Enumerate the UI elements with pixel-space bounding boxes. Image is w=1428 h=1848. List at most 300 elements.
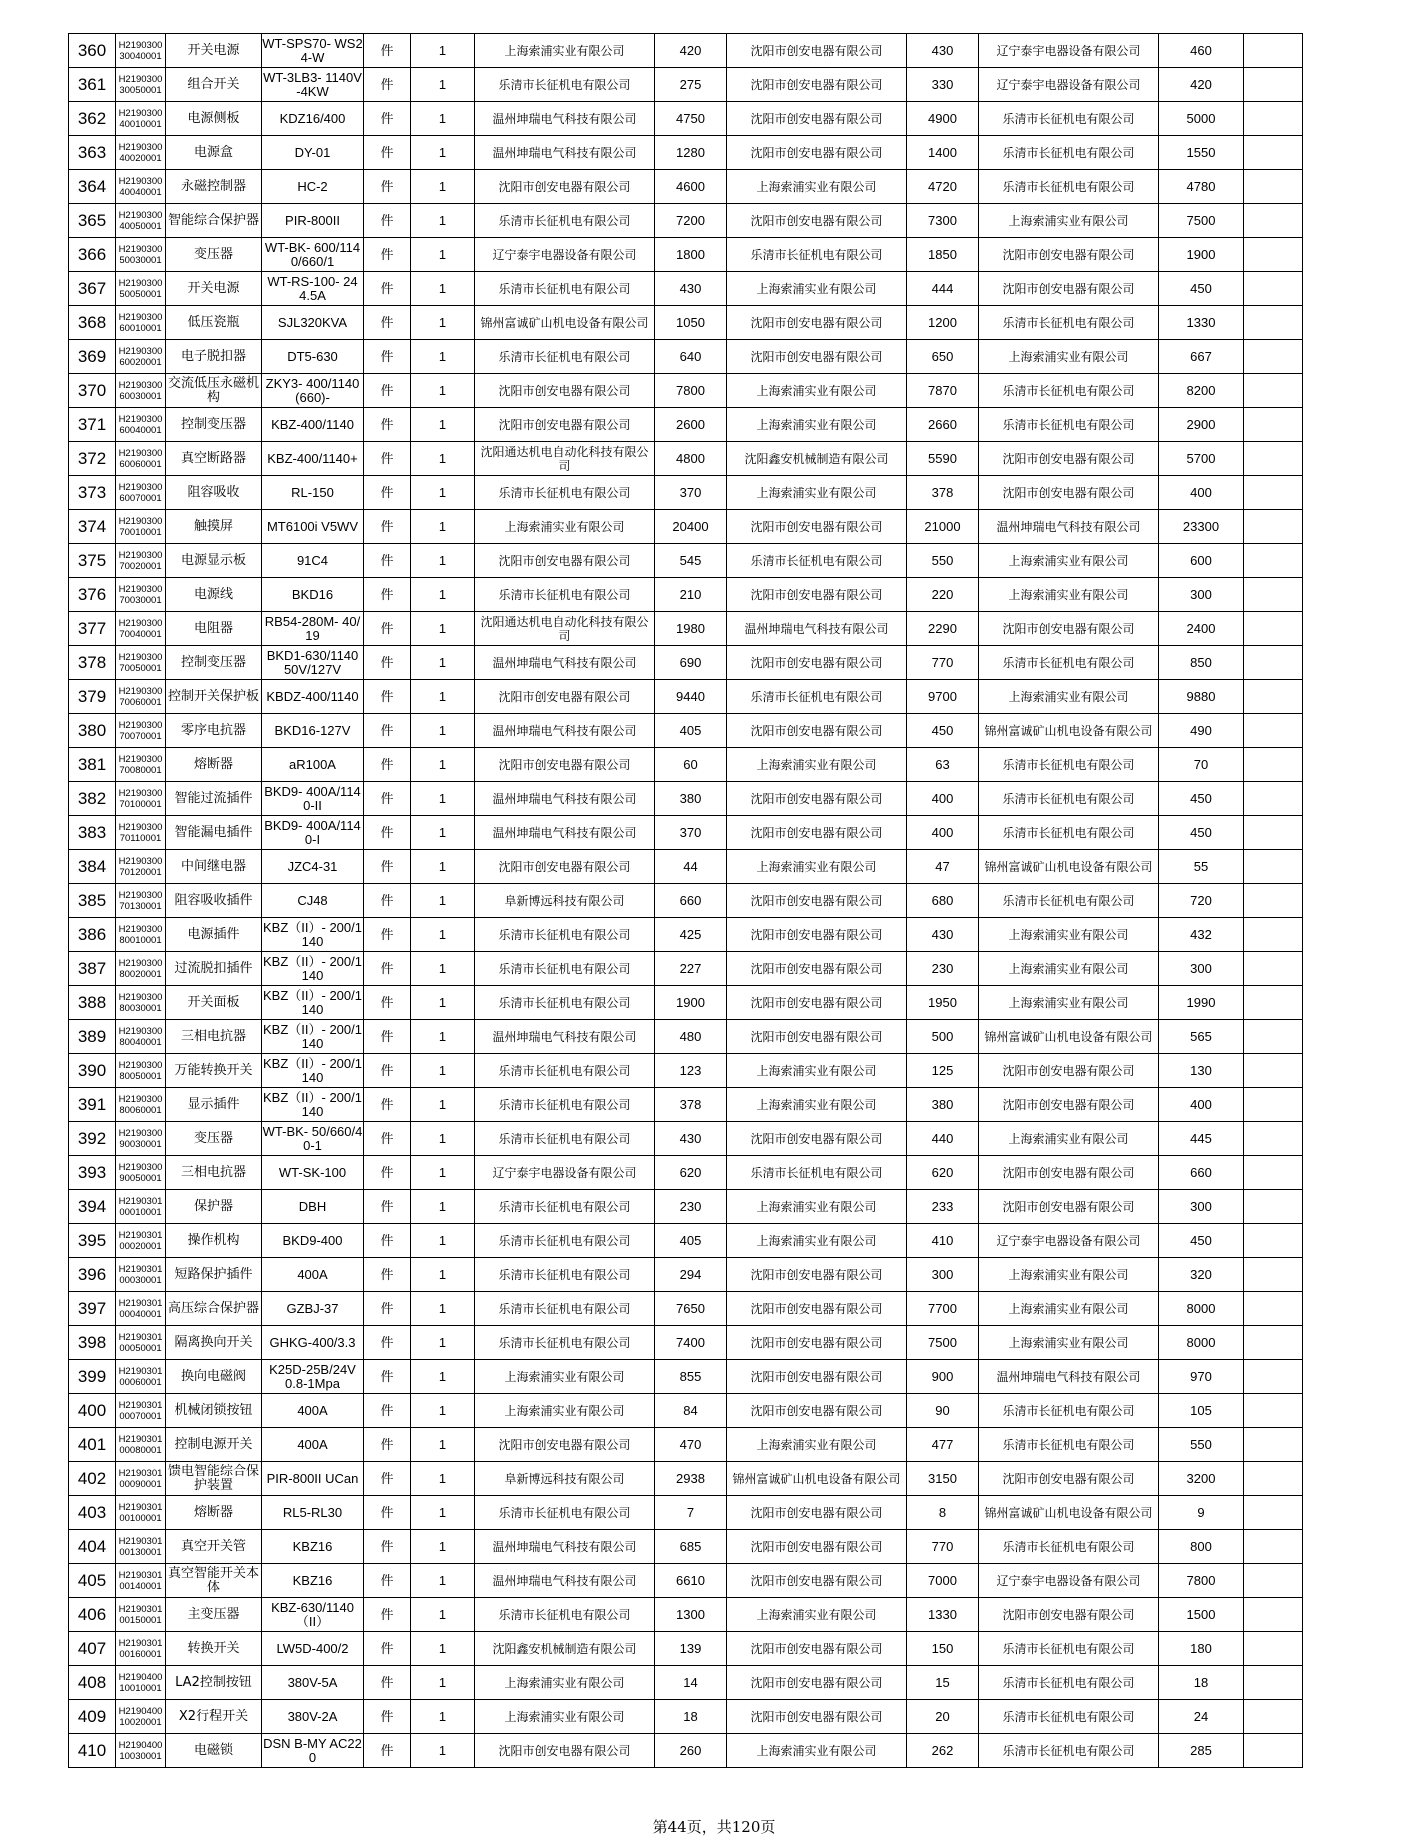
price-2-cell: 63: [907, 748, 979, 782]
remark-cell: [1244, 1666, 1303, 1700]
model-spec-cell: KBZ（II）- 200/1140: [262, 986, 364, 1020]
model-spec-cell: GZBJ-37: [262, 1292, 364, 1326]
footer-middle: 页，共: [686, 1818, 732, 1836]
quantity-cell: 1: [411, 374, 475, 408]
price-1-cell: 430: [655, 1122, 727, 1156]
material-code-cell: H2190300 50050001: [116, 272, 166, 306]
row-number-cell: 392: [69, 1122, 116, 1156]
material-code-cell: H2190300 70100001: [116, 782, 166, 816]
supplier-2-cell: 沈阳市创安电器有限公司: [727, 1326, 907, 1360]
material-name-cell: 组合开关: [166, 68, 262, 102]
price-3-cell: 660: [1159, 1156, 1244, 1190]
remark-cell: [1244, 612, 1303, 646]
price-3-cell: 450: [1159, 272, 1244, 306]
material-code-cell: H2190301 00010001: [116, 1190, 166, 1224]
material-name-cell: 万能转换开关: [166, 1054, 262, 1088]
table-row: [69, 680, 1303, 714]
material-name-cell: 转换开关: [166, 1632, 262, 1666]
price-2-cell: 410: [907, 1224, 979, 1258]
material-code-cell: H2190300 70030001: [116, 578, 166, 612]
quantity-cell: 1: [411, 1020, 475, 1054]
unit-cell: 件: [364, 1530, 411, 1564]
price-1-cell: 2938: [655, 1462, 727, 1496]
material-name-cell: 电阻器: [166, 612, 262, 646]
row-number-cell: 399: [69, 1360, 116, 1394]
table-row: [69, 544, 1303, 578]
supplier-1-cell: 沈阳市创安电器有限公司: [475, 544, 655, 578]
table-row: [69, 1326, 1303, 1360]
quantity-cell: 1: [411, 1088, 475, 1122]
supplier-1-cell: 沈阳市创安电器有限公司: [475, 170, 655, 204]
price-2-cell: 7000: [907, 1564, 979, 1598]
supplier-3-cell: 上海索浦实业有限公司: [979, 1326, 1159, 1360]
supplier-3-cell: 辽宁泰宇电器设备有限公司: [979, 68, 1159, 102]
quantity-cell: 1: [411, 1190, 475, 1224]
row-number-cell: 368: [69, 306, 116, 340]
price-3-cell: 667: [1159, 340, 1244, 374]
supplier-1-cell: 阜新博远科技有限公司: [475, 1462, 655, 1496]
price-2-cell: 7870: [907, 374, 979, 408]
table-row: [69, 408, 1303, 442]
supplier-1-cell: 沈阳通达机电自动化科技有限公司: [475, 612, 655, 646]
material-code-cell: H2190301 00030001: [116, 1258, 166, 1292]
row-number-cell: 379: [69, 680, 116, 714]
price-2-cell: 680: [907, 884, 979, 918]
material-code-cell: H2190301 00150001: [116, 1598, 166, 1632]
material-name-cell: 主变压器: [166, 1598, 262, 1632]
material-code-cell: H2190301 00100001: [116, 1496, 166, 1530]
table-row: [69, 986, 1303, 1020]
supplier-2-cell: 上海索浦实业有限公司: [727, 748, 907, 782]
quantity-cell: 1: [411, 476, 475, 510]
unit-cell: 件: [364, 1632, 411, 1666]
material-name-cell: 开关电源: [166, 272, 262, 306]
material-code-cell: H2190300 40050001: [116, 204, 166, 238]
supplier-3-cell: 锦州富诚矿山机电设备有限公司: [979, 850, 1159, 884]
supplier-2-cell: 锦州富诚矿山机电设备有限公司: [727, 1462, 907, 1496]
price-2-cell: 330: [907, 68, 979, 102]
supplier-2-cell: 上海索浦实业有限公司: [727, 1598, 907, 1632]
material-name-cell: 熔断器: [166, 1496, 262, 1530]
model-spec-cell: BKD1-630/1140 50V/127V: [262, 646, 364, 680]
supplier-3-cell: 沈阳市创安电器有限公司: [979, 442, 1159, 476]
material-code-cell: H2190300 60070001: [116, 476, 166, 510]
material-name-cell: 开关电源: [166, 34, 262, 68]
supplier-2-cell: 沈阳市创安电器有限公司: [727, 816, 907, 850]
material-name-cell: 过流脱扣插件: [166, 952, 262, 986]
quantity-cell: 1: [411, 544, 475, 578]
quantity-cell: 1: [411, 238, 475, 272]
supplier-3-cell: 乐清市长征机电有限公司: [979, 306, 1159, 340]
price-1-cell: 370: [655, 476, 727, 510]
footer-total-pages: 120: [731, 1818, 761, 1836]
price-1-cell: 545: [655, 544, 727, 578]
supplier-2-cell: 上海索浦实业有限公司: [727, 1734, 907, 1768]
supplier-3-cell: 上海索浦实业有限公司: [979, 340, 1159, 374]
supplier-1-cell: 阜新博远科技有限公司: [475, 884, 655, 918]
row-number-cell: 372: [69, 442, 116, 476]
model-spec-cell: KBZ16: [262, 1530, 364, 1564]
material-name-cell: 真空开关管: [166, 1530, 262, 1564]
material-name-cell: 换向电磁阀: [166, 1360, 262, 1394]
model-spec-cell: GHKG-400/3.3: [262, 1326, 364, 1360]
model-spec-cell: KBZ（II）- 200/1140: [262, 1020, 364, 1054]
supplier-1-cell: 沈阳鑫安机械制造有限公司: [475, 1632, 655, 1666]
supplier-3-cell: 乐清市长征机电有限公司: [979, 884, 1159, 918]
supplier-3-cell: 乐清市长征机电有限公司: [979, 748, 1159, 782]
row-number-cell: 374: [69, 510, 116, 544]
remark-cell: [1244, 1428, 1303, 1462]
row-number-cell: 365: [69, 204, 116, 238]
row-number-cell: 383: [69, 816, 116, 850]
price-1-cell: 690: [655, 646, 727, 680]
table-row: [69, 1598, 1303, 1632]
material-name-cell: 馈电智能综合保护装置: [166, 1462, 262, 1496]
remark-cell: [1244, 714, 1303, 748]
material-code-cell: H2190300 40040001: [116, 170, 166, 204]
table-row: [69, 238, 1303, 272]
material-name-cell: 显示插件: [166, 1088, 262, 1122]
supplier-2-cell: 乐清市长征机电有限公司: [727, 1156, 907, 1190]
table-row: [69, 68, 1303, 102]
supplier-3-cell: 沈阳市创安电器有限公司: [979, 1190, 1159, 1224]
remark-cell: [1244, 1462, 1303, 1496]
supplier-1-cell: 乐清市长征机电有限公司: [475, 1054, 655, 1088]
row-number-cell: 390: [69, 1054, 116, 1088]
material-name-cell: 高压综合保护器: [166, 1292, 262, 1326]
table-row: [69, 102, 1303, 136]
supplier-1-cell: 温州坤瑞电气科技有限公司: [475, 102, 655, 136]
quantity-cell: 1: [411, 1496, 475, 1530]
price-2-cell: 440: [907, 1122, 979, 1156]
remark-cell: [1244, 884, 1303, 918]
price-3-cell: 445: [1159, 1122, 1244, 1156]
material-code-cell: H2190300 60010001: [116, 306, 166, 340]
remark-cell: [1244, 272, 1303, 306]
remark-cell: [1244, 510, 1303, 544]
price-3-cell: 8200: [1159, 374, 1244, 408]
unit-cell: 件: [364, 612, 411, 646]
row-number-cell: 381: [69, 748, 116, 782]
price-3-cell: 9: [1159, 1496, 1244, 1530]
quantity-cell: 1: [411, 1122, 475, 1156]
table-row: [69, 1462, 1303, 1496]
remark-cell: [1244, 1632, 1303, 1666]
supplier-1-cell: 温州坤瑞电气科技有限公司: [475, 1564, 655, 1598]
supplier-1-cell: 沈阳市创安电器有限公司: [475, 748, 655, 782]
row-number-cell: 393: [69, 1156, 116, 1190]
quantity-cell: 1: [411, 510, 475, 544]
row-number-cell: 367: [69, 272, 116, 306]
supplier-3-cell: 温州坤瑞电气科技有限公司: [979, 510, 1159, 544]
supplier-2-cell: 沈阳市创安电器有限公司: [727, 306, 907, 340]
price-3-cell: 2400: [1159, 612, 1244, 646]
unit-cell: 件: [364, 1122, 411, 1156]
row-number-cell: 406: [69, 1598, 116, 1632]
price-2-cell: 500: [907, 1020, 979, 1054]
price-2-cell: 400: [907, 816, 979, 850]
price-3-cell: 9880: [1159, 680, 1244, 714]
price-1-cell: 275: [655, 68, 727, 102]
supplier-3-cell: 乐清市长征机电有限公司: [979, 136, 1159, 170]
supplier-3-cell: 上海索浦实业有限公司: [979, 986, 1159, 1020]
supplier-3-cell: 上海索浦实业有限公司: [979, 680, 1159, 714]
unit-cell: 件: [364, 306, 411, 340]
unit-cell: 件: [364, 238, 411, 272]
unit-cell: 件: [364, 476, 411, 510]
unit-cell: 件: [364, 1326, 411, 1360]
material-name-cell: LA2控制按钮: [166, 1666, 262, 1700]
quantity-cell: 1: [411, 306, 475, 340]
supplier-3-cell: 上海索浦实业有限公司: [979, 204, 1159, 238]
row-number-cell: 378: [69, 646, 116, 680]
quantity-cell: 1: [411, 918, 475, 952]
price-1-cell: 7200: [655, 204, 727, 238]
supplier-3-cell: 乐清市长征机电有限公司: [979, 646, 1159, 680]
model-spec-cell: WT-SPS70- WS24-W: [262, 34, 364, 68]
price-3-cell: 320: [1159, 1258, 1244, 1292]
material-code-cell: H2190300 70110001: [116, 816, 166, 850]
price-3-cell: 1500: [1159, 1598, 1244, 1632]
table-row: [69, 1020, 1303, 1054]
quantity-cell: 1: [411, 102, 475, 136]
supplier-2-cell: 沈阳市创安电器有限公司: [727, 952, 907, 986]
price-1-cell: 855: [655, 1360, 727, 1394]
supplier-2-cell: 沈阳市创安电器有限公司: [727, 68, 907, 102]
row-number-cell: 366: [69, 238, 116, 272]
price-3-cell: 7800: [1159, 1564, 1244, 1598]
unit-cell: 件: [364, 1496, 411, 1530]
model-spec-cell: HC-2: [262, 170, 364, 204]
row-number-cell: 389: [69, 1020, 116, 1054]
material-code-cell: H2190400 10010001: [116, 1666, 166, 1700]
model-spec-cell: BKD16: [262, 578, 364, 612]
model-spec-cell: KBZ16: [262, 1564, 364, 1598]
supplier-2-cell: 上海索浦实业有限公司: [727, 408, 907, 442]
model-spec-cell: BKD9-400: [262, 1224, 364, 1258]
supplier-2-cell: 上海索浦实业有限公司: [727, 1224, 907, 1258]
price-2-cell: 1950: [907, 986, 979, 1020]
price-1-cell: 4600: [655, 170, 727, 204]
model-spec-cell: LW5D-400/2: [262, 1632, 364, 1666]
model-spec-cell: aR100A: [262, 748, 364, 782]
material-name-cell: 电子脱扣器: [166, 340, 262, 374]
row-number-cell: 371: [69, 408, 116, 442]
supplier-1-cell: 沈阳市创安电器有限公司: [475, 850, 655, 884]
row-number-cell: 375: [69, 544, 116, 578]
price-3-cell: 8000: [1159, 1326, 1244, 1360]
supplier-1-cell: 沈阳市创安电器有限公司: [475, 680, 655, 714]
row-number-cell: 388: [69, 986, 116, 1020]
supplier-1-cell: 沈阳市创安电器有限公司: [475, 374, 655, 408]
quantity-cell: 1: [411, 1258, 475, 1292]
remark-cell: [1244, 782, 1303, 816]
price-3-cell: 550: [1159, 1428, 1244, 1462]
unit-cell: 件: [364, 374, 411, 408]
material-name-cell: 熔断器: [166, 748, 262, 782]
remark-cell: [1244, 952, 1303, 986]
supplier-3-cell: 上海索浦实业有限公司: [979, 578, 1159, 612]
quantity-cell: 1: [411, 680, 475, 714]
price-1-cell: 2600: [655, 408, 727, 442]
model-spec-cell: KBZ（II）- 200/1140: [262, 1088, 364, 1122]
supplier-3-cell: 乐清市长征机电有限公司: [979, 1666, 1159, 1700]
price-1-cell: 4800: [655, 442, 727, 476]
price-1-cell: 260: [655, 1734, 727, 1768]
unit-cell: 件: [364, 1462, 411, 1496]
material-name-cell: 控制变压器: [166, 646, 262, 680]
unit-cell: 件: [364, 510, 411, 544]
quantity-cell: 1: [411, 408, 475, 442]
quantity-cell: 1: [411, 884, 475, 918]
price-1-cell: 405: [655, 1224, 727, 1258]
model-spec-cell: SJL320KVA: [262, 306, 364, 340]
material-code-cell: H2190300 80020001: [116, 952, 166, 986]
price-2-cell: 15: [907, 1666, 979, 1700]
quantity-cell: 1: [411, 1156, 475, 1190]
price-1-cell: 1800: [655, 238, 727, 272]
price-2-cell: 450: [907, 714, 979, 748]
supplier-3-cell: 上海索浦实业有限公司: [979, 1292, 1159, 1326]
material-code-cell: H2190301 00020001: [116, 1224, 166, 1258]
material-code-cell: H2190300 40010001: [116, 102, 166, 136]
supplier-2-cell: 沈阳市创安电器有限公司: [727, 1292, 907, 1326]
supplier-2-cell: 沈阳市创安电器有限公司: [727, 1496, 907, 1530]
material-code-cell: H2190301 00130001: [116, 1530, 166, 1564]
price-1-cell: 370: [655, 816, 727, 850]
model-spec-cell: DT5-630: [262, 340, 364, 374]
price-1-cell: 425: [655, 918, 727, 952]
supplier-3-cell: 乐清市长征机电有限公司: [979, 408, 1159, 442]
price-2-cell: 9700: [907, 680, 979, 714]
price-2-cell: 262: [907, 1734, 979, 1768]
material-code-cell: H2190300 60040001: [116, 408, 166, 442]
supplier-1-cell: 上海索浦实业有限公司: [475, 1360, 655, 1394]
supplier-1-cell: 乐清市长征机电有限公司: [475, 578, 655, 612]
price-2-cell: 430: [907, 918, 979, 952]
quantity-cell: 1: [411, 34, 475, 68]
table-body: [69, 34, 1303, 1768]
model-spec-cell: BKD9- 400A/1140-I: [262, 816, 364, 850]
table-row: [69, 1530, 1303, 1564]
price-1-cell: 660: [655, 884, 727, 918]
supplier-1-cell: 温州坤瑞电气科技有限公司: [475, 782, 655, 816]
quantity-cell: 1: [411, 850, 475, 884]
supplier-2-cell: 沈阳鑫安机械制造有限公司: [727, 442, 907, 476]
unit-cell: 件: [364, 1700, 411, 1734]
supplier-2-cell: 沈阳市创安电器有限公司: [727, 578, 907, 612]
supplier-2-cell: 沈阳市创安电器有限公司: [727, 34, 907, 68]
material-code-cell: H2190300 70040001: [116, 612, 166, 646]
price-1-cell: 7650: [655, 1292, 727, 1326]
row-number-cell: 387: [69, 952, 116, 986]
material-name-cell: X2行程开关: [166, 1700, 262, 1734]
material-name-cell: 控制电源开关: [166, 1428, 262, 1462]
remark-cell: [1244, 1156, 1303, 1190]
material-name-cell: 短路保护插件: [166, 1258, 262, 1292]
row-number-cell: 408: [69, 1666, 116, 1700]
price-1-cell: 1050: [655, 306, 727, 340]
price-3-cell: 1550: [1159, 136, 1244, 170]
remark-cell: [1244, 1020, 1303, 1054]
model-spec-cell: WT-RS-100- 244.5A: [262, 272, 364, 306]
price-1-cell: 20400: [655, 510, 727, 544]
price-1-cell: 1300: [655, 1598, 727, 1632]
supplier-1-cell: 上海索浦实业有限公司: [475, 34, 655, 68]
supplier-3-cell: 乐清市长征机电有限公司: [979, 782, 1159, 816]
supplier-2-cell: 乐清市长征机电有限公司: [727, 680, 907, 714]
model-spec-cell: RL5-RL30: [262, 1496, 364, 1530]
supplier-1-cell: 乐清市长征机电有限公司: [475, 68, 655, 102]
unit-cell: 件: [364, 680, 411, 714]
price-3-cell: 70: [1159, 748, 1244, 782]
supplier-2-cell: 沈阳市创安电器有限公司: [727, 782, 907, 816]
model-spec-cell: JZC4-31: [262, 850, 364, 884]
supplier-2-cell: 温州坤瑞电气科技有限公司: [727, 612, 907, 646]
supplier-2-cell: 沈阳市创安电器有限公司: [727, 1564, 907, 1598]
supplier-1-cell: 乐清市长征机电有限公司: [475, 952, 655, 986]
supplier-2-cell: 上海索浦实业有限公司: [727, 374, 907, 408]
quantity-cell: 1: [411, 170, 475, 204]
quantity-cell: 1: [411, 272, 475, 306]
remark-cell: [1244, 34, 1303, 68]
supplier-1-cell: 上海索浦实业有限公司: [475, 1394, 655, 1428]
material-code-cell: H2190301 00060001: [116, 1360, 166, 1394]
unit-cell: 件: [364, 1666, 411, 1700]
supplier-2-cell: 沈阳市创安电器有限公司: [727, 1666, 907, 1700]
material-name-cell: 三相电抗器: [166, 1020, 262, 1054]
material-code-cell: H2190300 90050001: [116, 1156, 166, 1190]
material-code-cell: H2190300 50030001: [116, 238, 166, 272]
price-2-cell: 378: [907, 476, 979, 510]
price-3-cell: 24: [1159, 1700, 1244, 1734]
model-spec-cell: MT6100i V5WV: [262, 510, 364, 544]
material-name-cell: 交流低压永磁机构: [166, 374, 262, 408]
model-spec-cell: KBZ-630/1140 （II）: [262, 1598, 364, 1632]
unit-cell: 件: [364, 1292, 411, 1326]
model-spec-cell: KBZ（II）- 200/1140: [262, 918, 364, 952]
price-2-cell: 900: [907, 1360, 979, 1394]
price-3-cell: 460: [1159, 34, 1244, 68]
material-name-cell: 电源线: [166, 578, 262, 612]
unit-cell: 件: [364, 578, 411, 612]
supplier-2-cell: 乐清市长征机电有限公司: [727, 238, 907, 272]
row-number-cell: 397: [69, 1292, 116, 1326]
supplier-2-cell: 沈阳市创安电器有限公司: [727, 1258, 907, 1292]
unit-cell: 件: [364, 204, 411, 238]
quantity-cell: 1: [411, 1530, 475, 1564]
model-spec-cell: KBZ-400/1140: [262, 408, 364, 442]
table-row: [69, 1258, 1303, 1292]
price-2-cell: 20: [907, 1700, 979, 1734]
price-3-cell: 970: [1159, 1360, 1244, 1394]
material-name-cell: 电源插件: [166, 918, 262, 952]
supplier-2-cell: 沈阳市创安电器有限公司: [727, 986, 907, 1020]
material-code-cell: H2190400 10030001: [116, 1734, 166, 1768]
table-row: [69, 1292, 1303, 1326]
price-2-cell: 430: [907, 34, 979, 68]
price-1-cell: 7800: [655, 374, 727, 408]
price-2-cell: 444: [907, 272, 979, 306]
row-number-cell: 373: [69, 476, 116, 510]
price-3-cell: 300: [1159, 952, 1244, 986]
supplier-3-cell: 乐清市长征机电有限公司: [979, 170, 1159, 204]
supplier-3-cell: 乐清市长征机电有限公司: [979, 102, 1159, 136]
model-spec-cell: ZKY3- 400/1140(660)-: [262, 374, 364, 408]
table-row: [69, 1496, 1303, 1530]
material-code-cell: H2190300 60030001: [116, 374, 166, 408]
supplier-3-cell: 沈阳市创安电器有限公司: [979, 476, 1159, 510]
